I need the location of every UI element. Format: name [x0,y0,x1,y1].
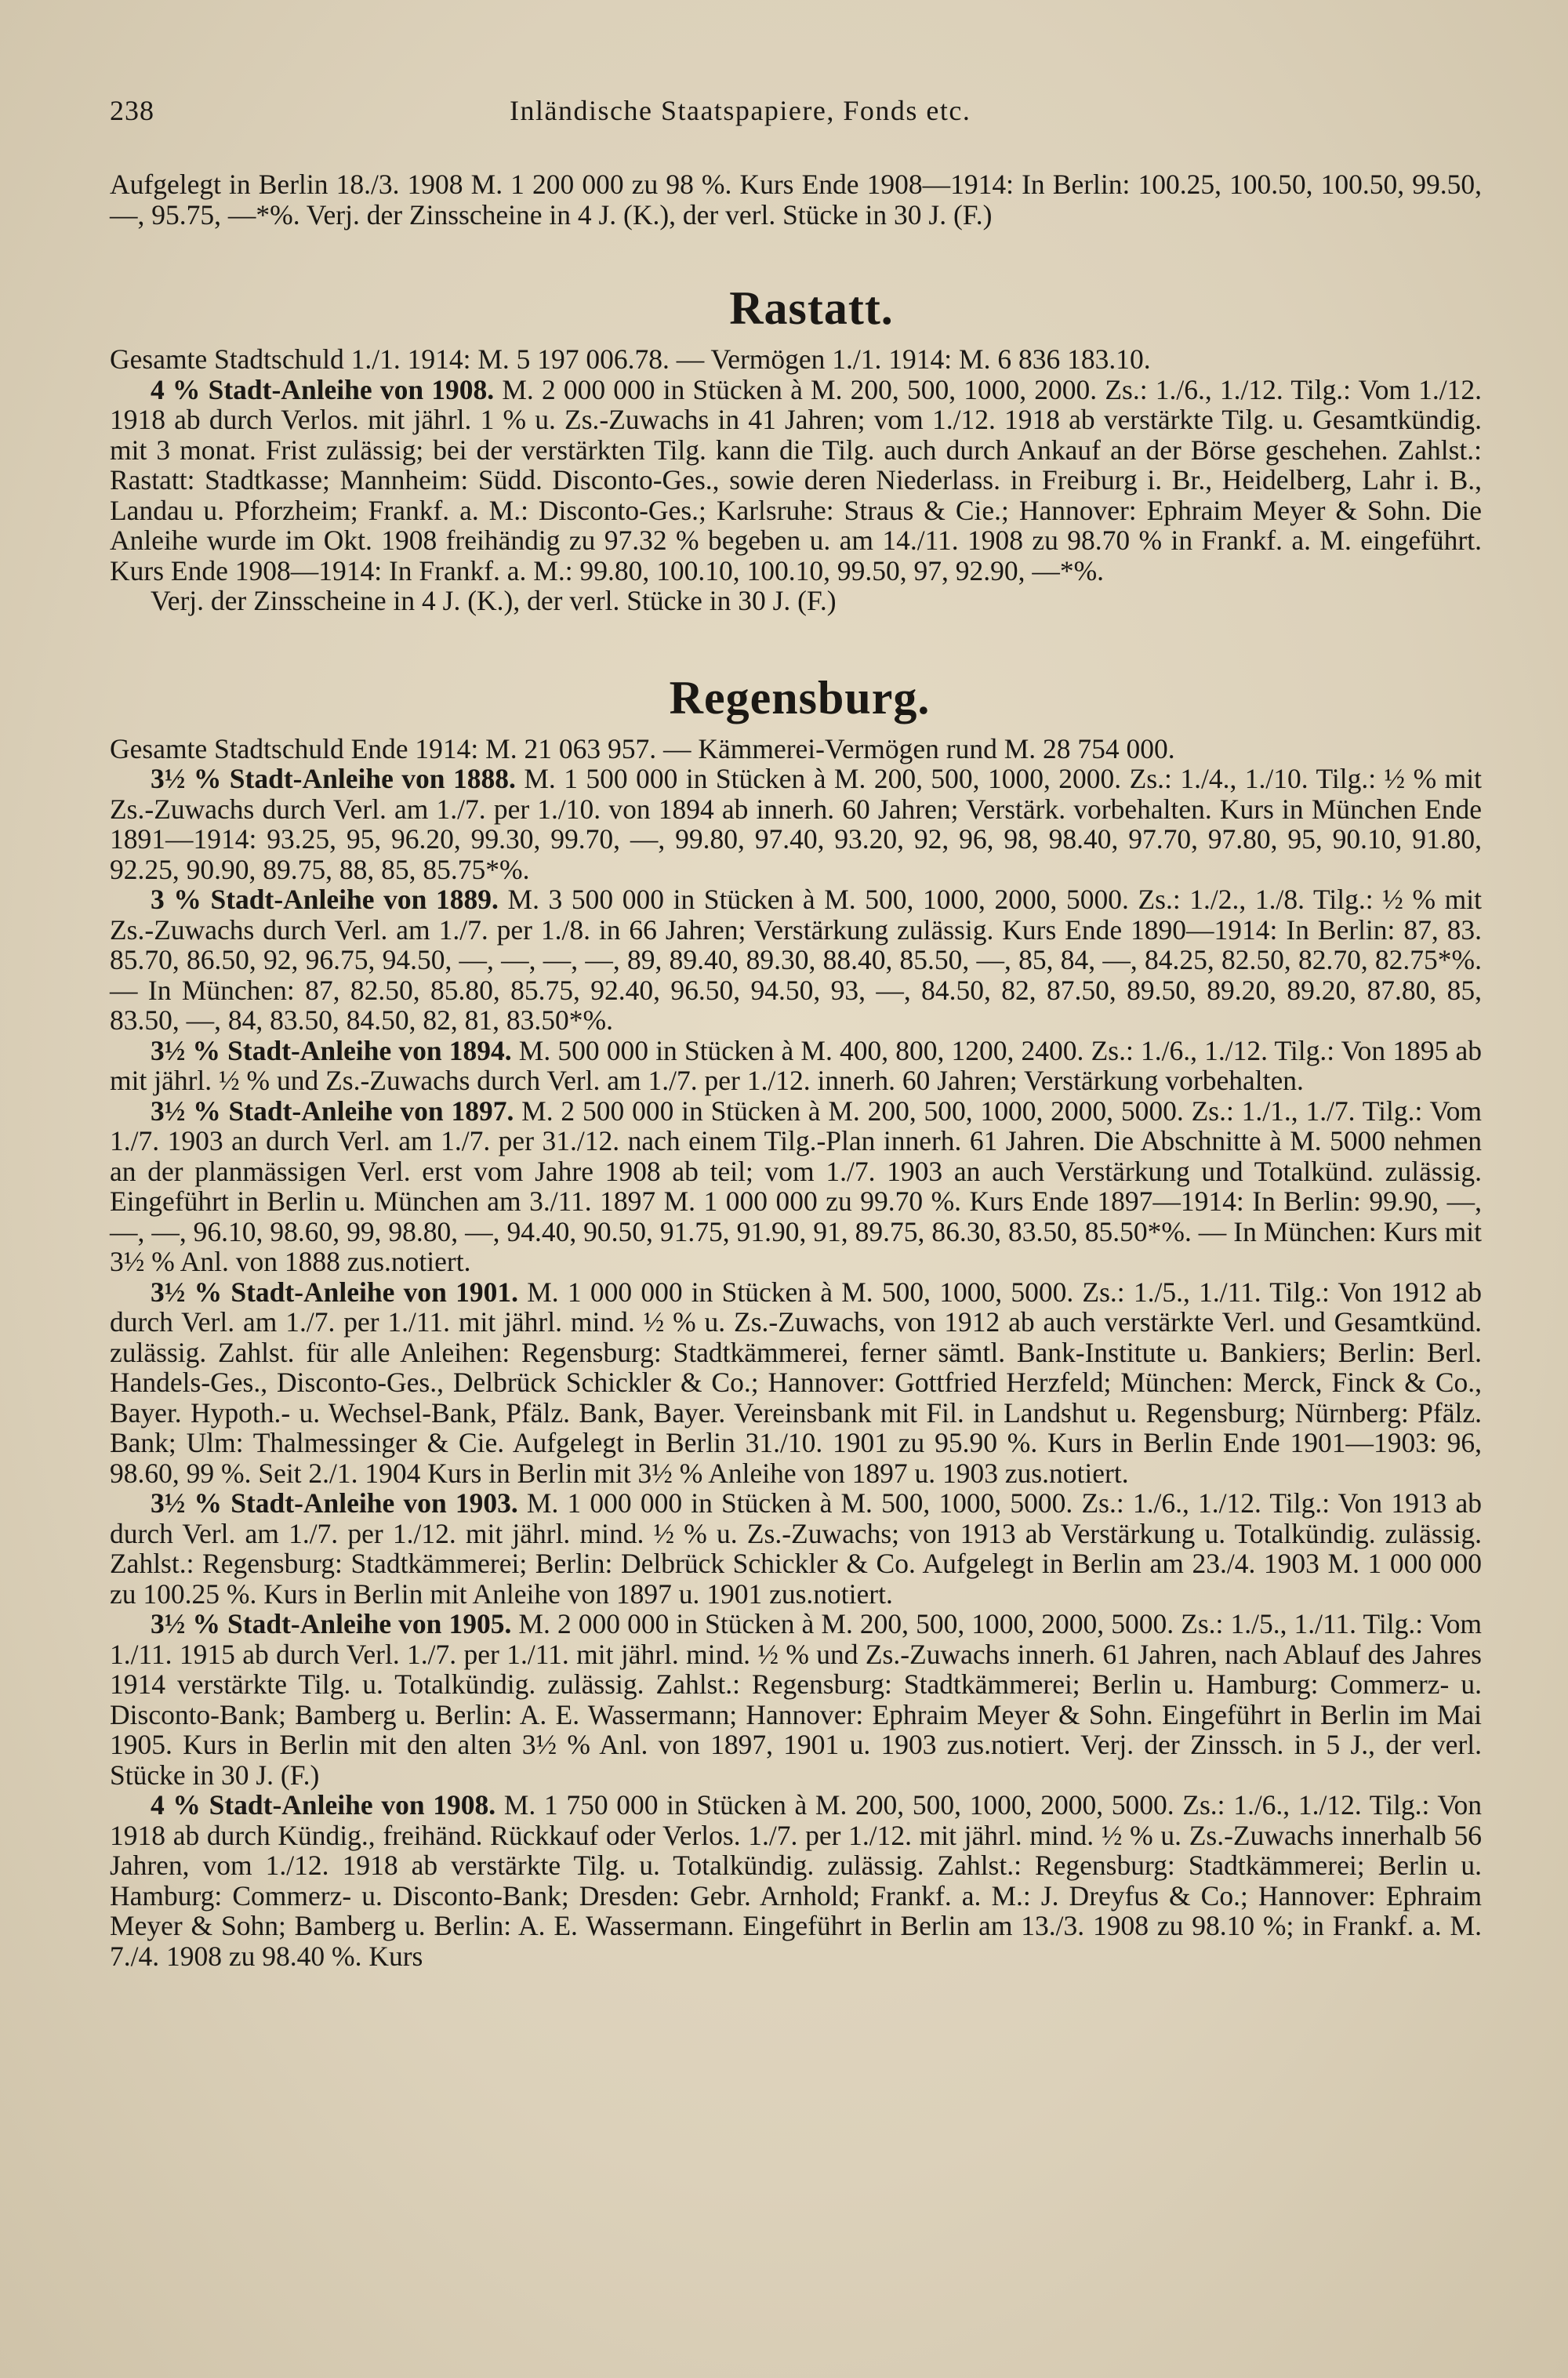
rastatt-verjaehrung: Verj. der Zinsscheine in 4 J. (K.), der verl. Stücke in 30 J. (F.) [151,585,837,616]
regensburg-loan-1888 [110,764,1482,884]
loan-body: M. 500 000 in Stücken à M. 400, 800, 1200, 2400. Zs.: 1./6., 1./12. Tilg.: Von 1895 ab mit jährl. ½ % und Zs.-Zuwachs durch Verl. am 1./7. per 1./12. innerh. 60 Jahren; Verstärkung vorbehalten. [110,1034,1482,1096]
running-head [110,94,1482,127]
loan-body: M. 1 000 000 in Stücken à M. 500, 1000, 5000. Zs.: 1./6., 1./12. Tilg.: Von 1913 ab durch Verl. am 1./7. per 1./12. mit jährl. mind. ½ % u. Zs.-Zuwachs; von 1913 ab Verstärkung u. Totalkündig. zulässig. Zahlst.: Regensburg: Stadtkämmerei; Berlin: Delbrück Schickler & Co. Aufgelegt in Berlin am 23./4. 1903 M. 1 000 000 zu 100.25 %. Kurs in Berlin mit Anleihe von 1897 u. 1901 zus.notiert. [110,1487,1482,1610]
city-heading-rastatt: Rastatt. [729,282,894,334]
loan-title: 3½ % Stadt-Anleihe von 1897. [151,1095,514,1127]
regensburg-loan-1901 [110,1277,1482,1489]
regensburg-loan-1903 [110,1488,1482,1609]
rastatt-loan-1908 [110,375,1482,586]
carryover-paragraph: Aufgelegt in Berlin 18./3. 1908 M. 1 200 000 zu 98 %. Kurs Ende 1908—1914: In Berlin: 100.25, 100.50, 100.50, 99.50, —, 95.75, —*%. Verj. der Zinsscheine in 4 J. (K.), der verl. Stücke in 30 J. (F.) [110,169,1482,231]
loan-title: 3 % Stadt-Anleihe von 1889. [151,884,499,915]
page-number: 238 [110,95,154,126]
rastatt-summary: Gesamte Stadtschuld 1./1. 1914: M. 5 197 006.78. — Vermögen 1./1. 1914: M. 6 836 183.10. [110,343,1151,375]
regensburg-loan-1889 [110,884,1482,1036]
loan-body: M. 1 500 000 in Stücken à M. 200, 500, 1000, 2000. Zs.: 1./4., 1./10. Tilg.: ½ % mit Zs.-Zuwachs durch Verl. am 1./7. per 1./10. von 1894 ab innerh. 60 Jahren; Verstärk. vorbehalten. Kurs in München Ende 1891—1914: 93.25, 95, 96.20, 99.30, 99.70, —, 99.80, 97.40, 93.20, 92, 96, 98, 98.40, 97.70, 97.80, 95, 90.10, 91.80, 92.25, 90.90, 89.75, 88, 85, 85.75*%. [110,763,1482,885]
regensburg-loan-1897 [110,1096,1482,1277]
loan-body: M. 2 000 000 in Stücken à M. 200, 500, 1000, 2000, 5000. Zs.: 1./5., 1./11. Tilg.: Vom 1./11. 1915 ab durch Verl. 1./7. per 1./11. mit jährl. mind. ½ % und Zs.-Zuwachs innerh. 61 Jahren, nach Ablauf des Jahres 1914 verstärkte Tilg. u. Totalkündig. zulässig. Zahlst.: Regensburg: Stadtkämmerei; Berlin u. Hamburg: Commerz- u. Disconto-Bank; Bamberg u. Berlin: A. E. Wassermann; Hannover: Ephraim Meyer & Sohn. Eingeführt in Berlin im Mai 1905. Kurs in Berlin mit den alten 3½ % Anl. von 1897, 1901 u. 1903 zus.notiert. Verj. der Zinssch. in 5 J., der verl. Stücke in 30 J. (F.) [110,1608,1482,1791]
regensburg-summary: Gesamte Stadtschuld Ende 1914: M. 21 063 957. — Kämmerei-Vermögen rund M. 28 754 000. [110,732,1175,764]
loan-title: 3½ % Stadt-Anleihe von 1905. [151,1608,512,1639]
loan-title: 4 % Stadt-Anleihe von 1908. [151,373,495,405]
loan-title: 4 % Stadt-Anleihe von 1908. [151,1789,496,1821]
loan-title: 3½ % Stadt-Anleihe von 1903. [151,1487,518,1519]
loan-title: 3½ % Stadt-Anleihe von 1901. [151,1276,518,1308]
loan-title: 3½ % Stadt-Anleihe von 1894. [151,1034,512,1066]
regensburg-loan-1908 [110,1790,1482,1971]
loan-body: M. 3 500 000 in Stücken à M. 500, 1000, 2000, 5000. Zs.: 1./2., 1./8. Tilg.: ½ % mit Zs.-Zuwachs durch Verl. am 1./7. per 1./8. in 66 Jahren; Verstärkung zulässig. Kurs Ende 1890—1914: In Berlin: 87, 83. 85.70, 86.50, 92, 96.75, 94.50, —, —, —, —, 89, 89.40, 89.30, 88.40, 85.50, —, 85, 84, —, 84.25, 82.50, 82.70, 82.75*%. — In München: 87, 82.50, 85.80, 85.75, 92.40, 96.50, 94.50, 93, —, 84.50, 82, 87.50, 89.50, 89.20, 89.20, 87.80, 85, 83.50, —, 84, 83.50, 84.50, 82, 81, 83.50*%. [110,884,1482,1036]
loan-title: 3½ % Stadt-Anleihe von 1888. [151,763,516,794]
loan-body: M. 2 500 000 in Stücken à M. 200, 500, 1000, 2000, 5000. Zs.: 1./1., 1./7. Tilg.: Vom 1./7. 1903 an durch Verl. am 1./7. per 31./12. nach einem Tilg.-Plan innerh. 61 Jahren. Die Abschnitte à M. 5000 nehmen an der planmässigen Verl. erst vom Jahre 1908 ab teil; vom 1./7. 1903 an auch Verstärkung und Totalkünd. zulässig. Eingeführt in Berlin u. München am 3./11. 1897 M. 1 000 000 zu 99.70 %. Kurs Ende 1897—1914: In Berlin: 99.90, —, —, —, 96.10, 98.60, 99, 98.80, —, 94.40, 90.50, 91.75, 91.90, 91, 89.75, 86.30, 83.50, 85.50*%. — In München: Kurs mit 3½ % Anl. von 1888 zus.notiert. [110,1095,1482,1277]
loan-body: M. 1 000 000 in Stücken à M. 500, 1000, 5000. Zs.: 1./5., 1./11. Tilg.: Von 1912 ab durch Verl. am 1./7. per 1./11. mit jährl. mind. ½ % u. Zs.-Zuwachs, von 1912 ab auch verstärkte Verl. und Gesamtkünd. zulässig. Zahlst. für alle Anleihen: Regensburg: Stadtkämmerei, ferner sämtl. Bank-Institute u. Bankiers; Berlin: Berl. Handels-Ges., Disconto-Ges., Delbrück Schickler & Co.; Hannover: Gottfried Herzfeld; München: Merck, Finck & Co., Bayer. Hypoth.- u. Wechsel-Bank, Pfälz. Bank, Bayer. Vereinsbank mit Fil. in Landshut u. Regensburg; Nürnberg: Pfälz. Bank; Ulm: Thalmessinger & Cie. Aufgelegt in Berlin 31./10. 1901 zu 95.90 %. Kurs in Berlin Ende 1901—1903: 96, 98.60, 99 %. Seit 2./1. 1904 Kurs in Berlin mit 3½ % Anleihe von 1897 u. 1903 zus.notiert. [110,1276,1482,1489]
loan-body: M. 1 750 000 in Stücken à M. 200, 500, 1000, 2000, 5000. Zs.: 1./6., 1./12. Tilg.: Von 1918 ab durch Kündig., freihänd. Rückkauf oder Verlos. 1./7. per 1./12. mit jährl. mind. ½ % u. Zs.-Zuwachs innerhalb 56 Jahren, vom 1./12. 1918 ab verstärkte Tilg. u. Totalkündig. zulässig. Zahlst.: Regensburg: Stadtkämmerei; Berlin u. Hamburg: Commerz- u. Disconto-Bank; Dresden: Gebr. Arnhold; Frankf. a. M.: J. Dreyfus & Co.; Hannover: Ephraim Meyer & Sohn; Bamberg u. Berlin: A. E. Wassermann. Eingeführt in Berlin am 13./3. 1908 zu 98.10 %; in Frankf. a. M. 7./4. 1908 zu 98.40 %. Kurs [110,1789,1482,1972]
city-heading-regensburg: Regensburg. [669,671,931,724]
loan-body: M. 2 000 000 in Stücken à M. 200, 500, 1000, 2000. Zs.: 1./6., 1./12. Tilg.: Vom 1./12. 1918 ab durch Verlos. mit jährl. 1 % u. Zs.-Zuwachs in 41 Jahren; vom 1./12. 1918 ab verstärkte Tilg. u. Gesamtkündig. mit 3 monat. Frist zulässig; bei der verstärkten Tilg. kann die Tilg. auch durch Ankauf an der Börse geschehen. Zahlst.: Rastatt: Stadtkasse; Mannheim: Südd. Disconto-Ges., sowie deren Niederlass. in Freiburg i. Br., Heidelberg, Lahr i. B., Landau u. Pforzheim; Frankf. a. M.: Disconto-Ges.; Karlsruhe: Straus & Cie.; Hannover: Ephraim Meyer & Sohn. Die Anleihe wurde im Okt. 1908 freihändig zu 97.32 % begeben u. am 14./11. 1908 zu 98.70 % in Frankf. a. M. eingeführt. Kurs Ende 1908—1914: In Frankf. a. M.: 99.80, 100.10, 100.10, 99.50, 97, 92.90, —*%. [110,373,1482,586]
regensburg-loan-1905 [110,1609,1482,1790]
regensburg-loan-1894 [110,1036,1482,1096]
running-title: Inländische Staatspapiere, Fonds etc. [510,95,971,126]
